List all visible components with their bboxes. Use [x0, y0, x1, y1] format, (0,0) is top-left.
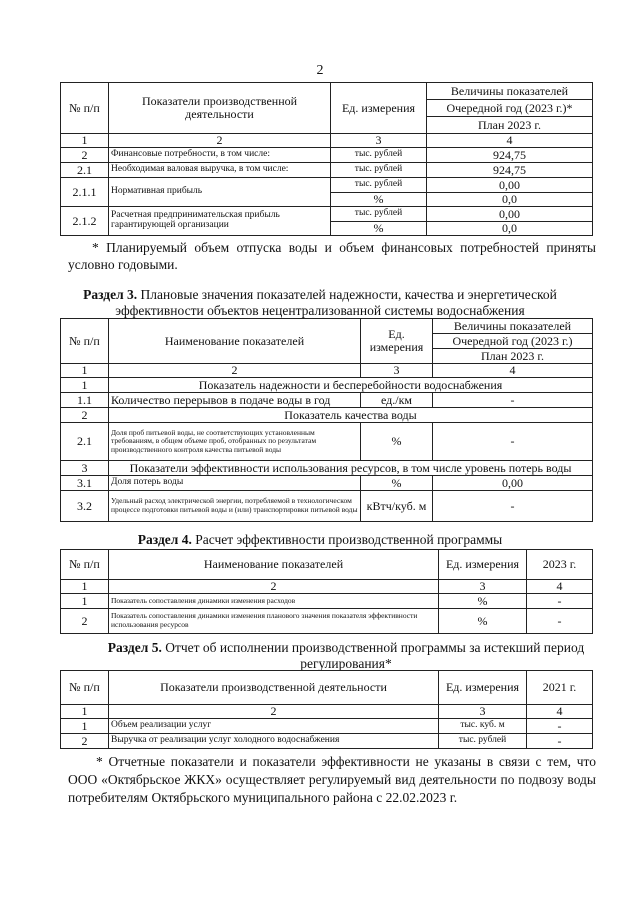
row-num: 1 — [61, 594, 109, 609]
header-name: Наименование показателей — [109, 550, 439, 580]
header-year: 2023 г. — [527, 550, 593, 580]
index-cell: 2 — [109, 705, 439, 719]
row-value: - — [433, 423, 593, 461]
header-num: № п/п — [61, 671, 109, 705]
row-num: 2.1 — [61, 163, 109, 178]
header-values: Величины показателей — [433, 319, 593, 334]
header-year: Очередной год (2023 г.) — [433, 334, 593, 349]
row-unit: тыс. рублей — [439, 734, 527, 749]
row-num: 1 — [61, 719, 109, 734]
group-title: Показатель качества воды — [109, 408, 593, 423]
header-name: Наименование показателей — [109, 319, 361, 364]
row-value: - — [527, 609, 593, 634]
section-5-label: Раздел 5. — [107, 640, 162, 655]
row-unit: кВтч/куб. м — [361, 491, 433, 522]
row-value: 0,00 — [433, 476, 593, 491]
row-num: 2 — [61, 148, 109, 163]
page-number: 2 — [316, 63, 324, 78]
row-name: Расчетная предпринимательская прибыль гарантирующей организации — [109, 207, 331, 236]
row-name: Доля проб питьевой воды, не соответствующих установленным требованиям, в общем объеме проб, отобранных по результатам производственного контроля качества питьевой воды — [109, 423, 361, 461]
note-planned-volume: * Планируемый объем отпуска воды и объем финансовых потребностей приняты условно годовыми. — [68, 240, 596, 272]
row-name: Показатель сопоставления динамики изменения планового значения показателя эффективности использования ресурсов — [109, 609, 439, 634]
row-name: Объем реализации услуг — [109, 719, 439, 734]
row-name: Финансовые потребности, в том числе: — [109, 148, 331, 163]
index-cell: 2 — [109, 134, 331, 148]
production-indicators-table — [60, 82, 593, 236]
header-values: Величины показателей — [427, 83, 593, 100]
header-plan: План 2023 г. — [433, 349, 593, 364]
row-value: 0,00 — [427, 178, 593, 193]
row-value: - — [433, 393, 593, 408]
note-reporting: * Отчетные показатели и показатели эффективности не указаны в связи с тем, что ООО «Октябрьское ЖКХ» осуществляет регулируемый вид деятельности по подвозу воды потребителям Октябрьского муниципального района с 22.02.2023 г. — [68, 754, 596, 805]
reliability-indicators-table — [60, 318, 593, 522]
section-3-label: Раздел 3. — [83, 287, 138, 302]
header-unit: Ед. измерения — [439, 671, 527, 705]
header-name: Показатели производственной деятельности — [109, 83, 331, 134]
row-unit: тыс. рублей — [331, 148, 427, 163]
header-year: Очередной год (2023 г.)* — [427, 100, 593, 117]
row-name: Показатель сопоставления динамики изменения расходов — [109, 594, 439, 609]
section-3-text: Плановые значения показателей надежности, качества и энергетической эффективности объектов нецентрализованной системы водоснабжения — [115, 287, 557, 318]
row-value: 924,75 — [427, 163, 593, 178]
row-unit: % — [331, 222, 427, 236]
index-cell: 4 — [433, 364, 593, 378]
index-cell: 4 — [527, 580, 593, 594]
row-unit: тыс. рублей — [331, 178, 427, 193]
section-4-title — [40, 532, 600, 548]
group-title: Показатели эффективности использования ресурсов, в том числе уровень потерь воды — [109, 461, 593, 476]
row-unit: ед./км — [361, 393, 433, 408]
row-value: - — [527, 719, 593, 734]
row-name: Нормативная прибыль — [109, 178, 331, 207]
row-name: Количество перерывов в подаче воды в год — [109, 393, 361, 408]
header-num: № п/п — [61, 83, 109, 134]
index-cell: 3 — [361, 364, 433, 378]
row-num: 2 — [61, 609, 109, 634]
row-value: 0,00 — [427, 207, 593, 222]
index-cell: 4 — [427, 134, 593, 148]
efficiency-table — [60, 549, 593, 634]
row-value: - — [433, 491, 593, 522]
row-value: 0,0 — [427, 222, 593, 236]
index-cell: 1 — [61, 134, 109, 148]
section-5-text: Отчет об исполнении производственной программы за истекший период регулирования* — [161, 640, 585, 671]
group-title: Показатель надежности и бесперебойности водоснабжения — [109, 378, 593, 393]
index-cell: 1 — [61, 705, 109, 719]
row-unit: тыс. рублей — [331, 163, 427, 178]
section-3-title — [40, 287, 600, 319]
index-cell: 3 — [439, 580, 527, 594]
row-unit: тыс. рублей — [331, 207, 427, 222]
header-unit: Ед. измерения — [439, 550, 527, 580]
row-name: Доля потерь воды — [109, 476, 361, 491]
header-unit: Ед. измерения — [331, 83, 427, 134]
header-num: № п/п — [61, 319, 109, 364]
group-num: 3 — [61, 461, 109, 476]
execution-report-table — [60, 670, 593, 749]
group-num: 1 — [61, 378, 109, 393]
section-4-label: Раздел 4. — [137, 532, 192, 547]
row-name: Выручка от реализации услуг холодного водоснабжения — [109, 734, 439, 749]
row-num: 2.1.1 — [61, 178, 109, 207]
row-name: Необходимая валовая выручка, в том числе: — [109, 163, 331, 178]
header-unit: Ед. измерения — [361, 319, 433, 364]
row-value: - — [527, 594, 593, 609]
index-cell: 1 — [61, 364, 109, 378]
row-num: 2.1 — [61, 423, 109, 461]
row-name: Удельный расход электрической энергии, потребляемой в технологическом процессе подготовки питьевой воды и (или) транспортировки питьевой воды — [109, 491, 361, 522]
index-cell: 3 — [331, 134, 427, 148]
header-year: 2021 г. — [527, 671, 593, 705]
header-num: № п/п — [61, 550, 109, 580]
row-unit: тыс. куб. м — [439, 719, 527, 734]
row-num: 3.1 — [61, 476, 109, 491]
row-num: 3.2 — [61, 491, 109, 522]
index-cell: 4 — [527, 705, 593, 719]
row-value: 0,0 — [427, 193, 593, 207]
section-4-text: Расчет эффективности производственной программы — [191, 532, 503, 547]
row-unit: % — [331, 193, 427, 207]
row-unit: % — [361, 476, 433, 491]
group-num: 2 — [61, 408, 109, 423]
index-cell: 1 — [61, 580, 109, 594]
row-value: 924,75 — [427, 148, 593, 163]
row-unit: % — [361, 423, 433, 461]
row-num: 1.1 — [61, 393, 109, 408]
row-unit: % — [439, 609, 527, 634]
row-num: 2.1.2 — [61, 207, 109, 236]
section-5-title — [90, 640, 602, 672]
header-name: Показатели производственной деятельности — [109, 671, 439, 705]
row-value: - — [527, 734, 593, 749]
header-plan: План 2023 г. — [427, 117, 593, 134]
index-cell: 2 — [109, 580, 439, 594]
index-cell: 3 — [439, 705, 527, 719]
row-num: 2 — [61, 734, 109, 749]
row-unit: % — [439, 594, 527, 609]
index-cell: 2 — [109, 364, 361, 378]
